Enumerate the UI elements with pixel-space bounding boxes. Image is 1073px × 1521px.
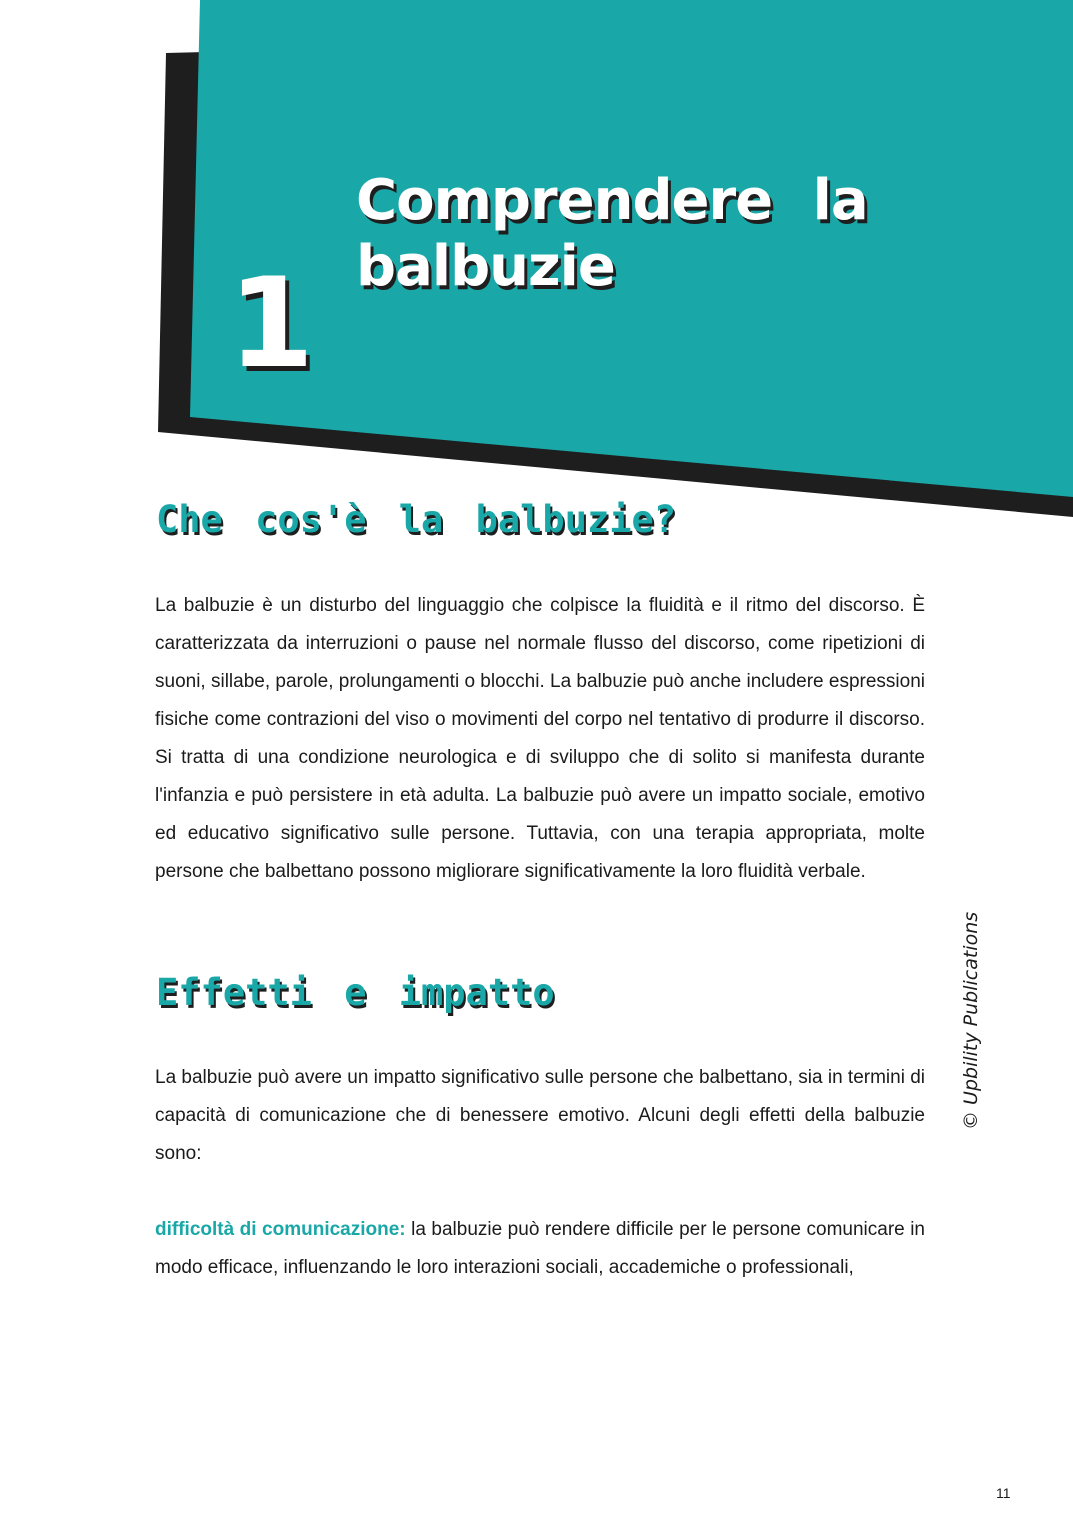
- chapter-title: Comprendere la balbuzie: [356, 168, 868, 300]
- effect-term: difficoltà di comunicazione:: [155, 1219, 406, 1240]
- effect-item-communication: [155, 1211, 925, 1287]
- copyright-notice: © Upbility Publications: [960, 911, 982, 1130]
- page-number: 11: [996, 1485, 1011, 1501]
- section-paragraph-effects: La balbuzie può avere un impatto significativo sulle persone che balbettano, sia in termini di capacità di comunicazione che di benessere emotivo. Alcuni degli effetti della balbuzie sono:: [155, 1067, 925, 1164]
- section-heading-effects: Effetti e impatto: [156, 971, 555, 1014]
- chapter-number: 1: [228, 252, 315, 396]
- section-paragraph-what-is: La balbuzie è un disturbo del linguaggio che colpisce la fluidità e il ritmo del discorso. È caratterizzata da interruzioni o pause nel normale flusso del discorso, come ripetizioni di suoni, sillabe, parole, prolungamenti o blocchi. La balbuzie può anche includere espressioni fisiche come contrazioni del viso o movimenti del corpo nel tentativo di produrre il discorso. Si tratta di una condizione neurologica e di sviluppo che di solito si manifesta durante l'infanzia e può persistere in età adulta. La balbuzie può avere un impatto sociale, emotivo ed educativo significativo sulle persone. Tuttavia, con una terapia appropriata, molte persone che balbettano possono migliorare significativamente la loro fluidità verbale.: [155, 595, 925, 882]
- effect-description: la balbuzie può rendere difficile per le persone comunicare in modo efficace, influenzando le loro interazioni sociali, accademiche o professionali,: [155, 1219, 925, 1278]
- section-heading-what-is: Che cos'è la balbuzie?: [156, 498, 677, 541]
